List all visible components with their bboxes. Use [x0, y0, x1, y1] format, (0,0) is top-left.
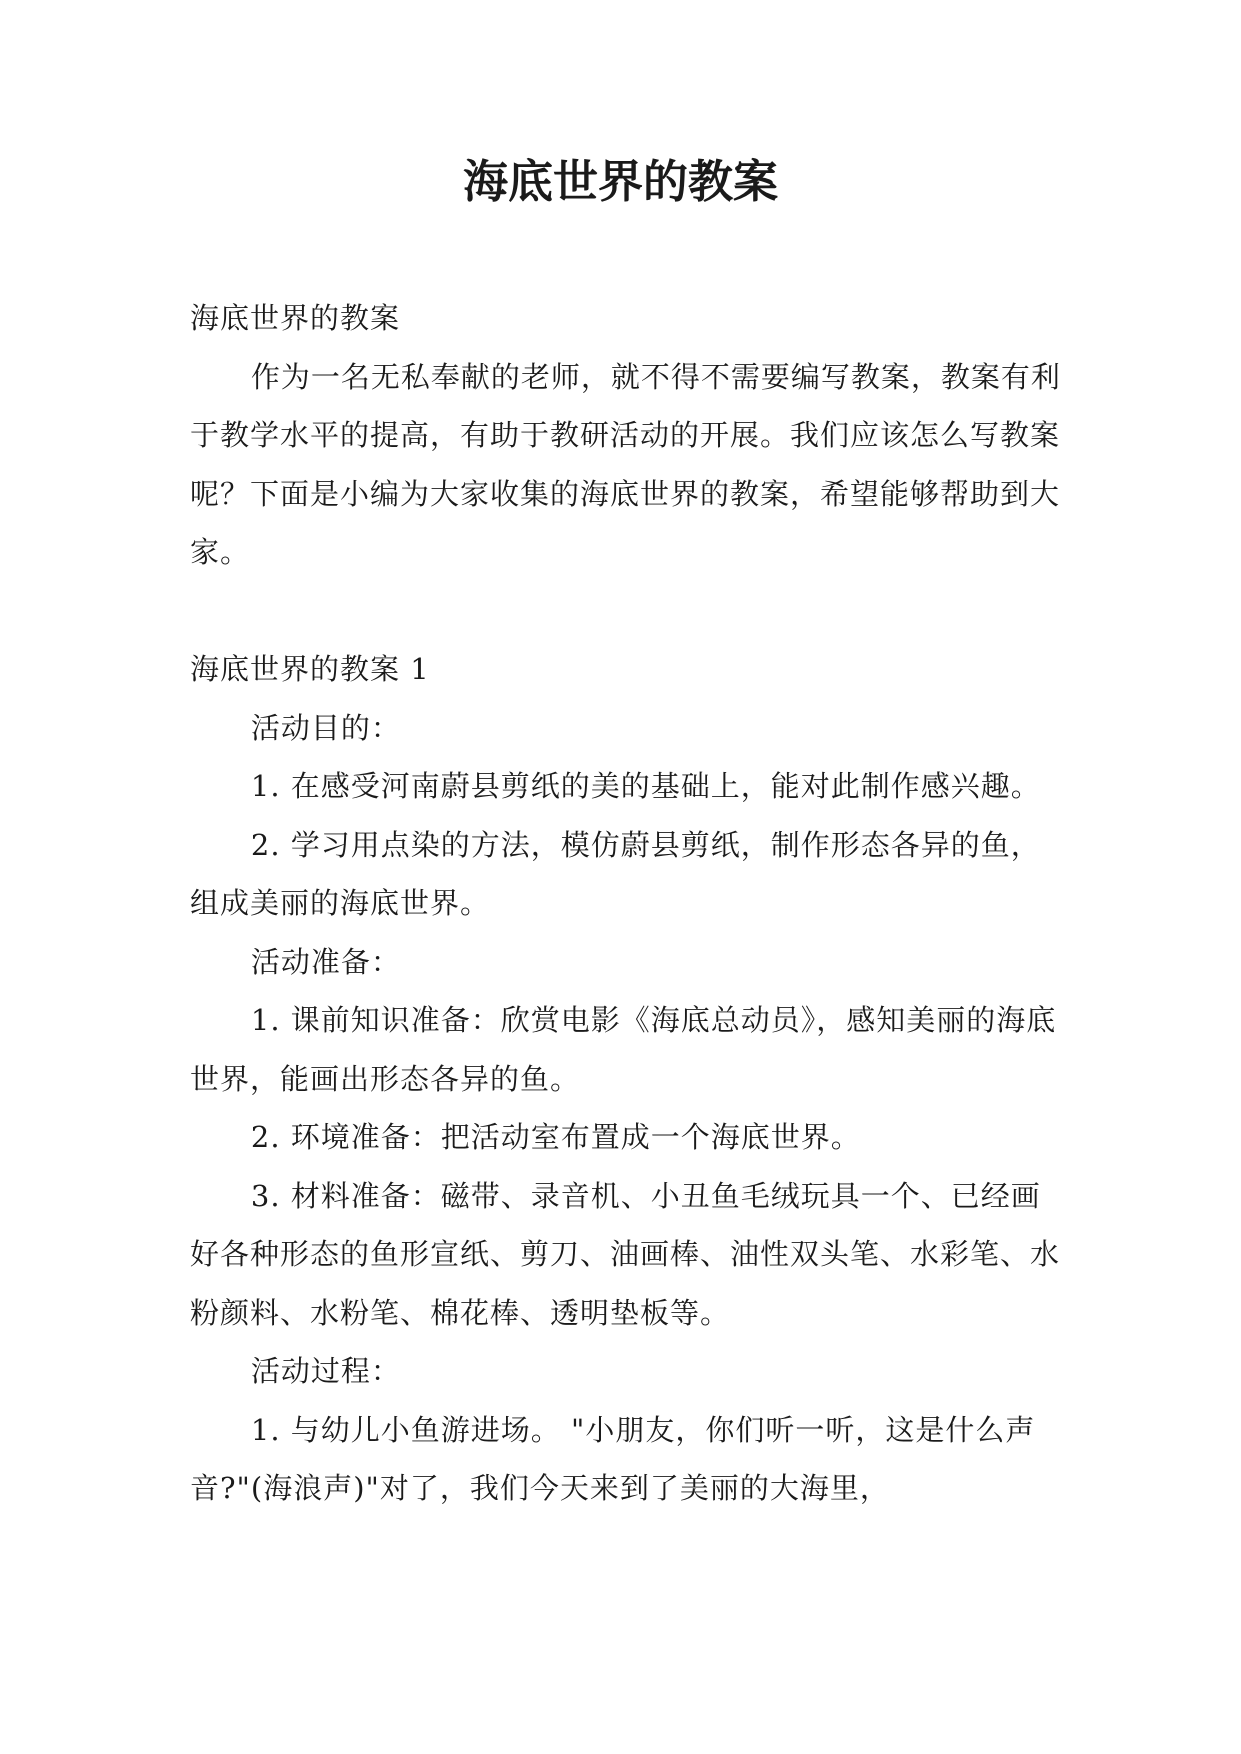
prep-item: 1. 课前知识准备：欣赏电影《海底总动员》，感知美丽的海底世界，能画出形态各异的鱼。 — [190, 1003, 1057, 1096]
prep-heading: 活动准备： — [250, 944, 401, 979]
section-heading: 海底世界的教案 1 — [190, 652, 430, 686]
prep-item: 2. 环境准备：把活动室布置成一个海底世界。 — [250, 1120, 861, 1154]
document-title: 海底世界的教案 — [462, 155, 778, 208]
goals-heading: 活动目的： — [250, 710, 401, 745]
goal-item: 2. 学习用点染的方法，模仿蔚县剪纸，制作形态各异的鱼，组成美丽的海底世界。 — [190, 827, 1041, 920]
subtitle: 海底世界的教案 — [190, 301, 401, 335]
process-heading: 活动过程： — [250, 1354, 401, 1388]
goal-item: 1. 在感受河南蔚县剪纸的美的基础上，能对此制作感兴趣。 — [250, 769, 1041, 803]
document-body — [190, 289, 1070, 1518]
paragraph-gap — [190, 582, 1070, 641]
process-item: 1. 与幼儿小鱼游进场。 "小朋友，你们听一听，这是什么声音?"(海浪声)"对了，我们今天来到了美丽的大海里， — [190, 1412, 1036, 1505]
prep-item: 3. 材料准备：磁带、录音机、小丑鱼毛绒玩具一个、已经画好各种形态的鱼形宣纸、剪刀、油画棒、油性双头笔、水彩笔、水粉颜料、水粉笔、棉花棒、透明垫板等。 — [190, 1178, 1061, 1330]
intro-paragraph: 作为一名无私奉献的老师，就不得不需要编写教案，教案有利于教学水平的提高，有助于教研活动的开展。我们应该怎么写教案呢？下面是小编为大家收集的海底世界的教案，希望能够帮助到大家。 — [190, 359, 1061, 569]
